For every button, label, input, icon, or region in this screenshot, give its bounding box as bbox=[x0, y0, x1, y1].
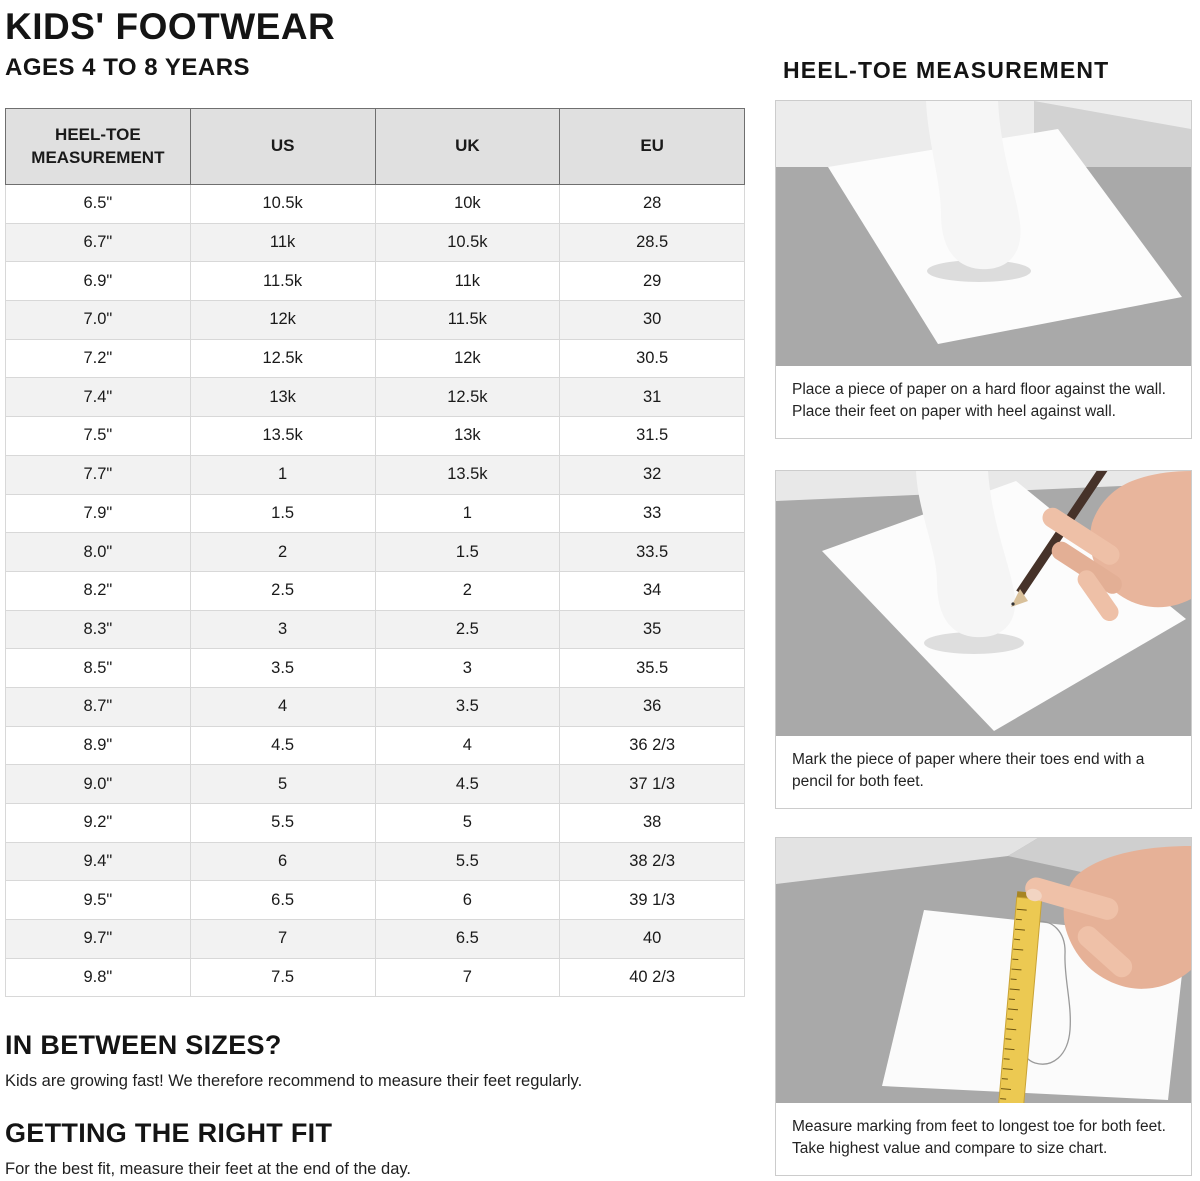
size-cell: 7.5" bbox=[6, 417, 191, 456]
size-cell: 13k bbox=[375, 417, 560, 456]
size-cell: 8.0" bbox=[6, 533, 191, 572]
size-cell: 6.5 bbox=[190, 881, 375, 920]
size-cell: 1.5 bbox=[375, 533, 560, 572]
size-cell: 13.5k bbox=[190, 417, 375, 456]
size-cell: 28.5 bbox=[560, 223, 745, 262]
table-row bbox=[6, 185, 745, 224]
section-heading-getting-right-fit: GETTING THE RIGHT FIT bbox=[5, 1118, 333, 1148]
size-cell: 5 bbox=[375, 804, 560, 843]
size-cell: 6.9" bbox=[6, 262, 191, 301]
size-cell: 36 2/3 bbox=[560, 726, 745, 765]
size-cell: 2.5 bbox=[190, 571, 375, 610]
table-row bbox=[6, 610, 745, 649]
table-row bbox=[6, 571, 745, 610]
table-row bbox=[6, 804, 745, 843]
size-cell: 10.5k bbox=[190, 185, 375, 224]
size-cell: 3.5 bbox=[375, 687, 560, 726]
table-row bbox=[6, 301, 745, 340]
size-cell: 8.5" bbox=[6, 649, 191, 688]
table-row bbox=[6, 920, 745, 959]
size-cell: 3 bbox=[375, 649, 560, 688]
page-subtitle: AGES 4 TO 8 YEARS bbox=[5, 54, 251, 81]
size-cell: 9.4" bbox=[6, 842, 191, 881]
table-row bbox=[6, 455, 745, 494]
header-row bbox=[6, 109, 745, 185]
size-cell: 4 bbox=[190, 687, 375, 726]
section-body-getting-right-fit: For the best fit, measure their feet at the end of the day. bbox=[5, 1160, 412, 1178]
step2-photo-mark-toes bbox=[776, 471, 1191, 736]
size-cell: 4.5 bbox=[190, 726, 375, 765]
step-panel-2 bbox=[775, 470, 1192, 809]
size-cell: 4 bbox=[375, 726, 560, 765]
size-cell: 11.5k bbox=[190, 262, 375, 301]
size-cell: 40 2/3 bbox=[560, 958, 745, 997]
size-cell: 8.3" bbox=[6, 610, 191, 649]
table-row bbox=[6, 339, 745, 378]
table-row bbox=[6, 958, 745, 997]
size-cell: 5.5 bbox=[375, 842, 560, 881]
step2-caption: Mark the piece of paper where their toes end with a pencil for both feet. bbox=[776, 736, 1191, 808]
column-header: EU bbox=[560, 109, 745, 185]
column-header: HEEL-TOE MEASUREMENT bbox=[6, 109, 191, 185]
size-cell: 7 bbox=[375, 958, 560, 997]
size-cell: 10k bbox=[375, 185, 560, 224]
column-header: UK bbox=[375, 109, 560, 185]
size-cell: 40 bbox=[560, 920, 745, 959]
size-cell: 29 bbox=[560, 262, 745, 301]
size-cell: 36 bbox=[560, 687, 745, 726]
size-cell: 35 bbox=[560, 610, 745, 649]
table-row bbox=[6, 765, 745, 804]
size-table bbox=[5, 108, 745, 997]
size-cell: 6.5" bbox=[6, 185, 191, 224]
size-cell: 2 bbox=[375, 571, 560, 610]
size-cell: 4.5 bbox=[375, 765, 560, 804]
table-row bbox=[6, 378, 745, 417]
size-cell: 6.7" bbox=[6, 223, 191, 262]
table-row bbox=[6, 687, 745, 726]
size-cell: 8.2" bbox=[6, 571, 191, 610]
size-cell: 12.5k bbox=[190, 339, 375, 378]
size-cell: 2.5 bbox=[375, 610, 560, 649]
step1-photo-foot-on-paper bbox=[776, 101, 1191, 366]
table-row bbox=[6, 726, 745, 765]
size-cell: 7.2" bbox=[6, 339, 191, 378]
size-cell: 3 bbox=[190, 610, 375, 649]
table-row bbox=[6, 881, 745, 920]
size-cell: 33 bbox=[560, 494, 745, 533]
size-cell: 5 bbox=[190, 765, 375, 804]
size-cell: 7.0" bbox=[6, 301, 191, 340]
step3-photo-measure-ruler bbox=[776, 838, 1191, 1103]
size-cell: 37 1/3 bbox=[560, 765, 745, 804]
step3-caption: Measure marking from feet to longest toe for both feet. Take highest value and compare to size chart. bbox=[776, 1103, 1191, 1175]
size-cell: 32 bbox=[560, 455, 745, 494]
size-cell: 30.5 bbox=[560, 339, 745, 378]
size-cell: 8.9" bbox=[6, 726, 191, 765]
size-cell: 2 bbox=[190, 533, 375, 572]
size-cell: 12k bbox=[375, 339, 560, 378]
step-panel-1 bbox=[775, 100, 1192, 439]
size-cell: 31.5 bbox=[560, 417, 745, 456]
size-cell: 6 bbox=[375, 881, 560, 920]
size-cell: 7.7" bbox=[6, 455, 191, 494]
size-cell: 1 bbox=[190, 455, 375, 494]
size-table-body bbox=[6, 185, 745, 997]
size-cell: 33.5 bbox=[560, 533, 745, 572]
section-body-in-between-sizes: Kids are growing fast! We therefore recommend to measure their feet regularly. bbox=[5, 1072, 583, 1090]
size-cell: 9.5" bbox=[6, 881, 191, 920]
size-cell: 38 bbox=[560, 804, 745, 843]
size-cell: 31 bbox=[560, 378, 745, 417]
size-cell: 13.5k bbox=[375, 455, 560, 494]
table-row bbox=[6, 262, 745, 301]
size-cell: 11k bbox=[190, 223, 375, 262]
column-header: US bbox=[190, 109, 375, 185]
size-cell: 12k bbox=[190, 301, 375, 340]
table-row bbox=[6, 533, 745, 572]
size-cell: 9.0" bbox=[6, 765, 191, 804]
size-cell: 38 2/3 bbox=[560, 842, 745, 881]
size-cell: 30 bbox=[560, 301, 745, 340]
table-row bbox=[6, 494, 745, 533]
size-cell: 7.4" bbox=[6, 378, 191, 417]
table-row bbox=[6, 223, 745, 262]
size-cell: 8.7" bbox=[6, 687, 191, 726]
size-cell: 7.9" bbox=[6, 494, 191, 533]
size-cell: 1.5 bbox=[190, 494, 375, 533]
section-heading-in-between-sizes: IN BETWEEN SIZES? bbox=[5, 1030, 282, 1060]
size-cell: 39 1/3 bbox=[560, 881, 745, 920]
size-cell: 11k bbox=[375, 262, 560, 301]
size-cell: 9.8" bbox=[6, 958, 191, 997]
size-cell: 9.2" bbox=[6, 804, 191, 843]
size-cell: 10.5k bbox=[375, 223, 560, 262]
size-cell: 34 bbox=[560, 571, 745, 610]
table-row bbox=[6, 649, 745, 688]
size-cell: 11.5k bbox=[375, 301, 560, 340]
size-cell: 3.5 bbox=[190, 649, 375, 688]
size-cell: 13k bbox=[190, 378, 375, 417]
size-cell: 7.5 bbox=[190, 958, 375, 997]
size-cell: 1 bbox=[375, 494, 560, 533]
size-cell: 5.5 bbox=[190, 804, 375, 843]
size-cell: 28 bbox=[560, 185, 745, 224]
size-cell: 12.5k bbox=[375, 378, 560, 417]
table-row bbox=[6, 842, 745, 881]
size-cell: 7 bbox=[190, 920, 375, 959]
size-cell: 6.5 bbox=[375, 920, 560, 959]
guide-title: HEEL-TOE MEASUREMENT bbox=[783, 57, 1110, 83]
info-sections bbox=[5, 1030, 745, 1179]
step1-caption: Place a piece of paper on a hard floor against the wall. Place their feet on paper with heel against wall. bbox=[776, 366, 1191, 438]
size-cell: 9.7" bbox=[6, 920, 191, 959]
size-cell: 35.5 bbox=[560, 649, 745, 688]
size-cell: 6 bbox=[190, 842, 375, 881]
table-row bbox=[6, 417, 745, 456]
page-title: KIDS' FOOTWEAR bbox=[5, 6, 336, 47]
step-panel-3 bbox=[775, 837, 1192, 1176]
